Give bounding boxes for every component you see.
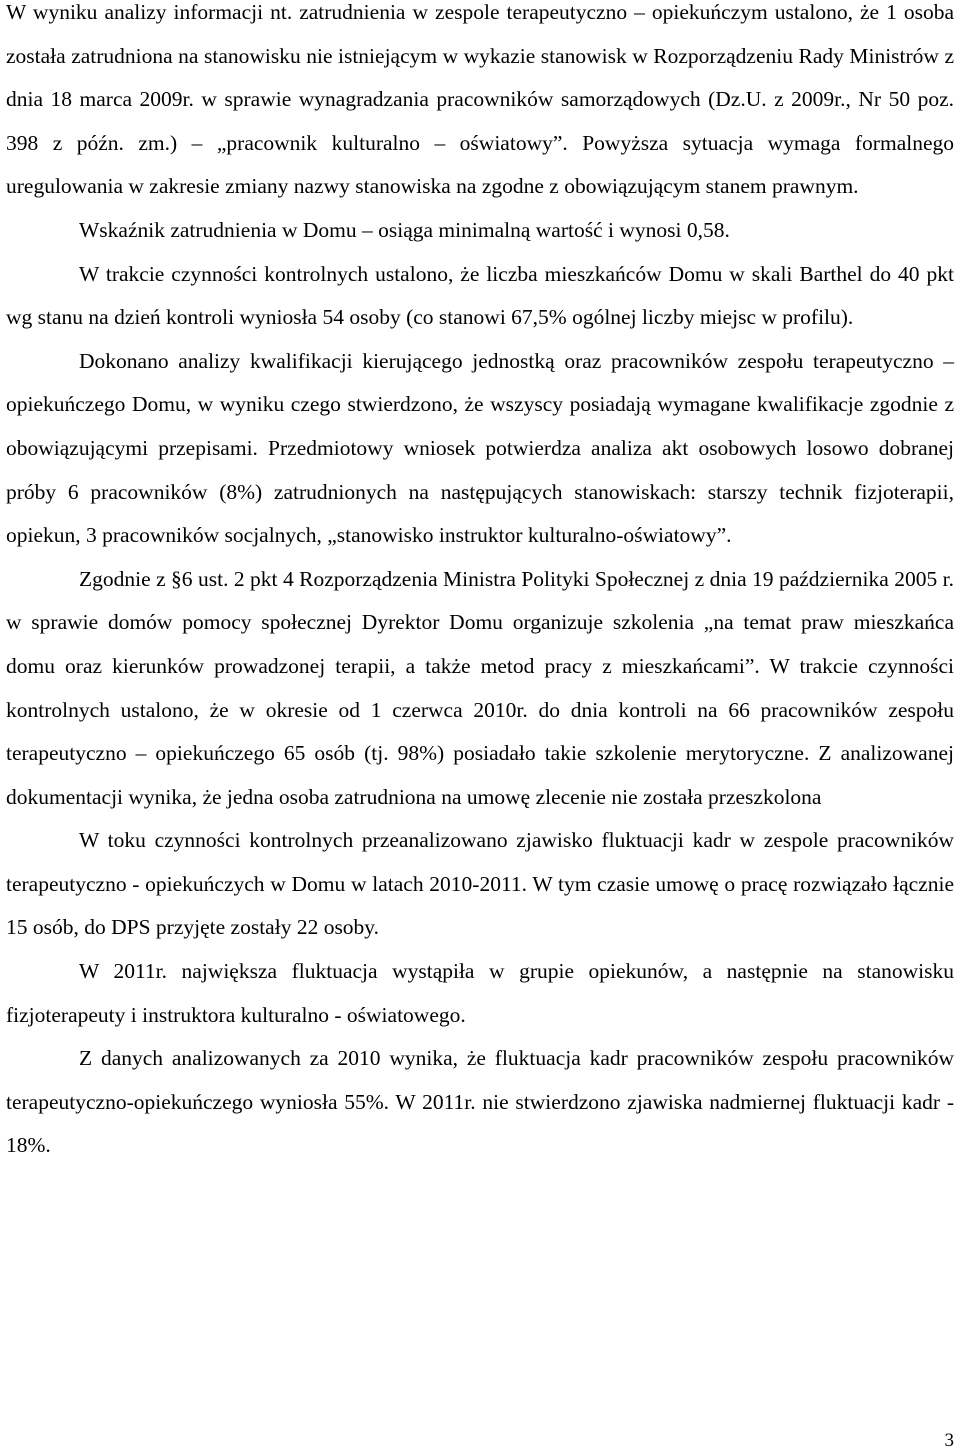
paragraph-employment-analysis: W wyniku analizy informacji nt. zatrudnienia w zespole terapeutyczno – opiekuńczym ustalono, że 1 osoba została zatrudniona na stanowisku nie istniejącym w wykazie stanowisk w Rozporządzeniu Rady Ministrów z dnia 18 marca 2009r. w sprawie wynagradzania pracowników samorządowych (Dz.U. z 2009r., Nr 50 poz. 398 z późn. zm.) – „pracownik kulturalno – oświatowy”. Powyższa sytuacja wymaga formalnego uregulowania w zakresie zmiany nazwy stanowiska na zgodne z obowiązującym stanem prawnym. [6,0,954,199]
paragraph-training: Zgodnie z §6 ust. 2 pkt 4 Rozporządzenia Ministra Polityki Społecznej z dnia 19 października 2005 r. w sprawie domów pomocy społecznej Dyrektor Domu organizuje szkolenia „na temat praw mieszkańca domu oraz kierunków prowadzonej terapii, a także metod pracy z mieszkańcami”. W trakcie czynności kontrolnych ustalono, że w okresie od 1 czerwca 2010r. do dnia kontroli na 66 pracowników zespołu terapeutyczno – opiekuńczego 65 osób (tj. 98%) posiadało takie szkolenie merytoryczne. Z analizowanej dokumentacji wynika, że jedna osoba zatrudniona na umowę zlecenie nie została przeszkolona [6,566,954,809]
page-number: 3 [944,1430,954,1451]
paragraph-fluctuation-2011: W 2011r. największa fluktuacja wystąpiła w grupie opiekunów, a następnie na stanowisku fizjoterapeuty i instruktora kulturalno - oświatowego. [6,959,954,1027]
paragraph-fluctuation-overview: W toku czynności kontrolnych przeanalizowano zjawisko fluktuacji kadr w zespole pracowników terapeutyczno - opiekuńczych w Domu w latach 2010-2011. W tym czasie umowę o pracę rozwiązało łącznie 15 osób, do DPS przyjęte zostały 22 osoby. [6,828,954,940]
document-page [6,0,954,1168]
paragraph-employment-ratio: Wskaźnik zatrudnienia w Domu – osiąga minimalną wartość i wynosi 0,58. [79,217,730,242]
paragraph-fluctuation-2010: Z danych analizowanych za 2010 wynika, że fluktuacja kadr pracowników zespołu pracowników terapeutyczno-opiekuńczego wyniosła 55%. W 2011r. nie stwierdzono zjawiska nadmiernej fluktuacji kadr - 18%. [6,1046,954,1158]
paragraph-barthel-scale: W trakcie czynności kontrolnych ustalono, że liczba mieszkańców Domu w skali Barthel do 40 pkt wg stanu na dzień kontroli wyniosła 54 osoby (co stanowi 67,5% ogólnej liczby miejsc w profilu). [6,261,954,330]
paragraph-qualifications: Dokonano analizy kwalifikacji kierującego jednostką oraz pracowników zespołu terapeutyczno – opiekuńczego Domu, w wyniku czego stwierdzono, że wszyscy posiadają wymagane kwalifikacje zgodnie z obowiązującymi przepisami. Przedmiotowy wniosek potwierdza analiza akt osobowych losowo dobranej próby 6 pracowników (8%) zatrudnionych na następujących stanowiskach: starszy technik fizjoterapii, opiekun, 3 pracowników socjalnych, „stanowisko instruktor kulturalno-oświatowy”. [6,348,954,548]
